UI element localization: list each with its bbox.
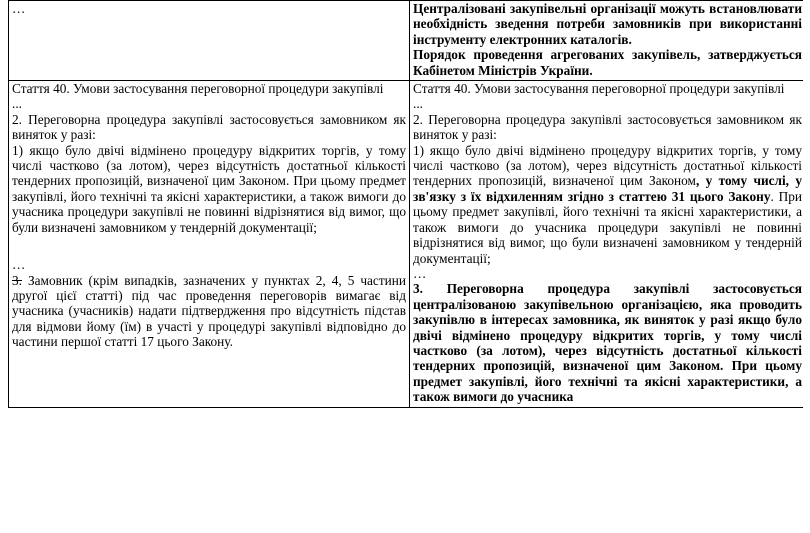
right-cell-row-2 — [410, 81, 804, 408]
paragraph: Порядок проведення агрегованих закупівель, затверджується Кабінетом Міністрів України. — [413, 47, 802, 78]
paragraph — [12, 273, 406, 350]
paragraph: Централізовані закупівельні організації можуть встановлювати необхідність зведення потреби замовників при використанні інструменту електронних каталогів. — [413, 1, 802, 47]
ellipsis: ... — [12, 96, 22, 112]
paragraph: 1) якщо було двічі відмінено процедуру відкритих торгів, у тому числі частково (за лотом), через відсутність достатньої кількості тендерних пропозицій, визначеної цим Законом. При цьому предмет закупівлі, його технічні та якісні характеристики, а також вимоги до учасника процедури закупівлі не повинні відрізнятися від вимог, що були визначені замовником у тендерній документації; — [12, 142, 406, 235]
paragraph-text: . При цьому предмет закупівлі, його технічні та якісні характеристики, а також вимоги до учасника процедури закупівлі не повинні відрізнятися від вимог, що були визначені замовником у тендерній документації; — [413, 188, 803, 266]
right-cell-row-1 — [410, 1, 804, 81]
ellipsis: … — [12, 1, 26, 16]
added-text: , у тому числі, у зв'язку з їх відхиленням згідно з статтею 31 цього Закону — [413, 173, 802, 204]
ellipsis: … — [413, 265, 427, 281]
struck-number: 3. — [12, 272, 22, 288]
paragraph-text: 1) якщо було двічі відмінено процедуру відкритих торгів, у тому числі частково (за лотом), через відсутність достатньої кількості тендерних пропозицій, визначеної цим Законом — [413, 142, 802, 189]
blank-space — [12, 235, 406, 257]
table-row — [9, 1, 804, 81]
left-cell-row-2 — [9, 81, 410, 408]
comparison-document — [8, 0, 803, 533]
article-title: Стаття 40. Умови застосування переговорної процедури закупівлі — [12, 81, 384, 97]
paragraph: 2. Переговорна процедура закупівлі застосовується замовником як виняток у разі: — [12, 111, 406, 143]
paragraph-text: Замовник (крім випадків, зазначених у пунктах 2, 4, 5 частини другої цієї статті) під час проведення переговорів вимагає від учасника (учасників) надати підтвердження про відсутність підстав для відмови йому (їм) в участі у процедурі закупівлі відповідно до частини першої статті 17 цього Закону. — [12, 272, 406, 350]
ellipsis: … — [12, 257, 26, 273]
comparison-table — [8, 0, 803, 408]
paragraph: 2. Переговорна процедура закупівлі застосовується замовником як виняток у разі: — [413, 111, 802, 143]
paragraph: 3. Переговорна процедура закупівлі застосовується централізованою закупівельною організацією, яка проводить закупівлю в інтересах замовника, як виняток у разі якщо було двічі відмінено процедуру відкритих торгів, у тому числі частково (за лотом), через відсутність достатньої кількості тендерних пропозицій, визначеної цим Законом. При цьому предмет закупівлі, його технічні та якісні характеристики, а також вимоги до учасника — [413, 281, 802, 405]
paragraph — [413, 143, 802, 266]
article-title: Стаття 40. Умови застосування переговорної процедури закупівлі — [413, 81, 785, 97]
ellipsis: ... — [413, 96, 423, 112]
left-cell-row-1 — [9, 1, 410, 81]
table-row — [9, 81, 804, 408]
